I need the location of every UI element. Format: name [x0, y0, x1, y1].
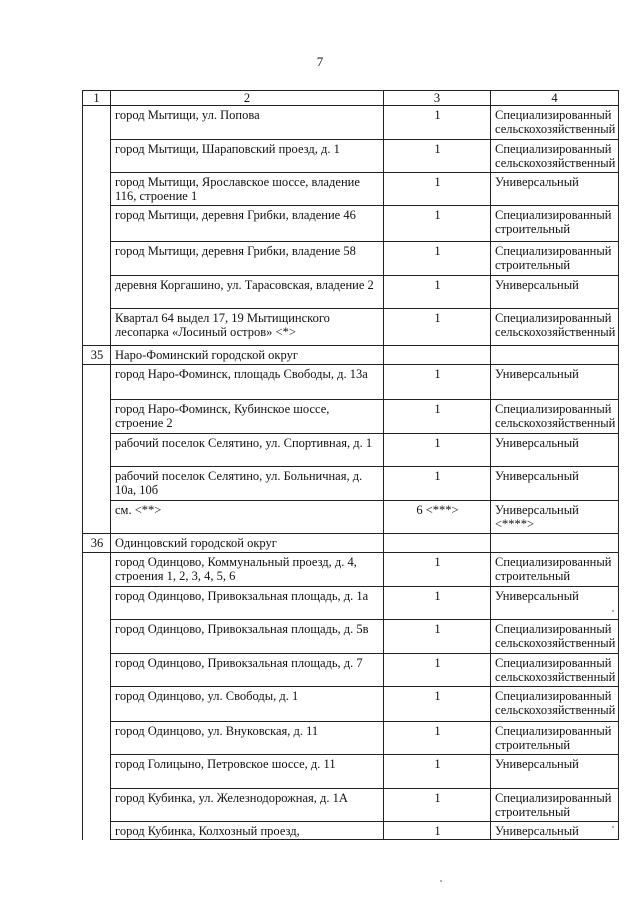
- market-type-cell: Универсальный: [491, 587, 619, 620]
- scan-artifact: [612, 826, 614, 828]
- market-type-cell: Специализированный сельскохозяйственный: [491, 620, 619, 654]
- address-cell: город Одинцово, ул. Свободы, д. 1: [111, 687, 384, 722]
- address-cell: город Одинцово, ул. Внуковская, д. 11: [111, 722, 384, 755]
- market-type-cell: Специализированный сельскохозяйственный: [491, 400, 619, 434]
- market-type-cell: Универсальный: [491, 276, 619, 309]
- row-number-cell: [83, 687, 111, 722]
- quantity-cell: [384, 534, 491, 553]
- quantity-cell: 1: [384, 789, 491, 822]
- header-cell-4: 4: [491, 91, 619, 106]
- row-number-cell: [83, 309, 111, 346]
- table-row: [83, 755, 619, 789]
- table-row: [83, 501, 619, 534]
- table-row: [83, 206, 619, 242]
- table-header-row: [83, 91, 619, 106]
- market-type-cell: Универсальный: [491, 434, 619, 467]
- quantity-cell: 6 <***>: [384, 501, 491, 534]
- row-number-cell: [83, 587, 111, 620]
- table-row: [83, 620, 619, 654]
- row-number-cell: [83, 755, 111, 789]
- row-number-cell: [83, 173, 111, 206]
- quantity-cell: 1: [384, 687, 491, 722]
- market-type-cell: Специализированный строительный: [491, 553, 619, 587]
- page-number: 7: [316, 54, 324, 69]
- table-row: [83, 173, 619, 206]
- table-row: [83, 365, 619, 400]
- quantity-cell: 1: [384, 722, 491, 755]
- row-number-cell: [83, 140, 111, 173]
- quantity-cell: 1: [384, 242, 491, 276]
- row-number-cell: [83, 553, 111, 587]
- market-type-cell: Универсальный: [491, 822, 619, 840]
- address-cell: город Мытищи, деревня Грибки, владение 58: [111, 242, 384, 276]
- address-cell: город Мытищи, Ярославское шоссе, владение 116, строение 1: [111, 173, 384, 206]
- quantity-cell: 1: [384, 755, 491, 789]
- table-row: [83, 467, 619, 501]
- quantity-cell: 1: [384, 467, 491, 501]
- market-type-cell: [491, 346, 619, 365]
- row-number-cell: [83, 400, 111, 434]
- address-cell: город Мытищи, ул. Попова: [111, 106, 384, 140]
- row-number-cell: 35: [83, 346, 111, 365]
- address-cell: город Мытищи, деревня Грибки, владение 46: [111, 206, 384, 242]
- quantity-cell: 1: [384, 173, 491, 206]
- market-type-cell: Специализированный сельскохозяйственный: [491, 654, 619, 687]
- row-number-cell: [83, 434, 111, 467]
- address-cell: рабочий поселок Селятино, ул. Спортивная, д. 1: [111, 434, 384, 467]
- scan-artifact: [612, 610, 614, 612]
- table-row: [83, 587, 619, 620]
- row-number-cell: [83, 789, 111, 822]
- market-type-cell: Универсальный: [491, 755, 619, 789]
- address-cell: город Одинцово, Привокзальная площадь, д. 7: [111, 654, 384, 687]
- market-type-cell: Специализированный строительный: [491, 242, 619, 276]
- row-number-cell: 36: [83, 534, 111, 553]
- address-cell: Одинцовский городской округ: [111, 534, 384, 553]
- quantity-cell: 1: [384, 106, 491, 140]
- address-cell: см. <**>: [111, 501, 384, 534]
- address-cell: город Наро-Фоминск, Кубинское шоссе, строение 2: [111, 400, 384, 434]
- row-number-cell: [83, 206, 111, 242]
- quantity-cell: 1: [384, 400, 491, 434]
- address-cell: деревня Коргашино, ул. Тарасовская, владение 2: [111, 276, 384, 309]
- table-row: [83, 654, 619, 687]
- table-row: [83, 309, 619, 346]
- address-cell: рабочий поселок Селятино, ул. Больничная, д. 10а, 10б: [111, 467, 384, 501]
- market-type-cell: Специализированный сельскохозяйственный: [491, 106, 619, 140]
- address-cell: город Одинцово, Привокзальная площадь, д. 1а: [111, 587, 384, 620]
- header-cell-2: 2: [111, 91, 384, 106]
- quantity-cell: 1: [384, 620, 491, 654]
- row-number-cell: [83, 242, 111, 276]
- row-number-cell: [83, 106, 111, 140]
- table-row: [83, 722, 619, 755]
- market-type-cell: Универсальный: [491, 173, 619, 206]
- table-row: [83, 140, 619, 173]
- quantity-cell: 1: [384, 434, 491, 467]
- market-type-cell: Специализированный строительный: [491, 722, 619, 755]
- header-cell-3: 3: [384, 91, 491, 106]
- address-cell: город Одинцово, Коммунальный проезд, д. 4, строения 1, 2, 3, 4, 5, 6: [111, 553, 384, 587]
- table-row: [83, 400, 619, 434]
- address-cell: город Мытищи, Шараповский проезд, д. 1: [111, 140, 384, 173]
- row-number-cell: [83, 501, 111, 534]
- scan-artifact: [440, 880, 442, 882]
- table-row: [83, 687, 619, 722]
- markets-table: [82, 90, 619, 840]
- address-cell: Наро-Фоминский городской округ: [111, 346, 384, 365]
- address-cell: город Наро-Фоминск, площадь Свободы, д. 13а: [111, 365, 384, 400]
- market-type-cell: Специализированный строительный: [491, 206, 619, 242]
- table-row: [83, 276, 619, 309]
- row-number-cell: [83, 722, 111, 755]
- header-cell-1: 1: [83, 91, 111, 106]
- table-row: [83, 822, 619, 840]
- table-row: [83, 553, 619, 587]
- table-row: [83, 789, 619, 822]
- table-row: [83, 346, 619, 365]
- table-row: [83, 242, 619, 276]
- address-cell: город Кубинка, ул. Железнодорожная, д. 1А: [111, 789, 384, 822]
- row-number-cell: [83, 620, 111, 654]
- row-number-cell: [83, 276, 111, 309]
- quantity-cell: 1: [384, 276, 491, 309]
- quantity-cell: 1: [384, 654, 491, 687]
- address-cell: город Кубинка, Колхозный проезд,: [111, 822, 384, 840]
- quantity-cell: [384, 346, 491, 365]
- market-type-cell: Универсальный: [491, 365, 619, 400]
- quantity-cell: 1: [384, 822, 491, 840]
- quantity-cell: 1: [384, 587, 491, 620]
- quantity-cell: 1: [384, 365, 491, 400]
- address-cell: Квартал 64 выдел 17, 19 Мытищинского лесопарка «Лосиный остров» <*>: [111, 309, 384, 346]
- quantity-cell: 1: [384, 309, 491, 346]
- row-number-cell: [83, 365, 111, 400]
- quantity-cell: 1: [384, 140, 491, 173]
- market-type-cell: Специализированный сельскохозяйственный: [491, 140, 619, 173]
- market-type-cell: Специализированный сельскохозяйственный: [491, 309, 619, 346]
- row-number-cell: [83, 467, 111, 501]
- market-type-cell: Универсальный: [491, 467, 619, 501]
- market-type-cell: Специализированный сельскохозяйственный: [491, 687, 619, 722]
- table-row: [83, 106, 619, 140]
- table-row: [83, 534, 619, 553]
- quantity-cell: 1: [384, 553, 491, 587]
- address-cell: город Одинцово, Привокзальная площадь, д. 5в: [111, 620, 384, 654]
- address-cell: город Голицыно, Петровское шоссе, д. 11: [111, 755, 384, 789]
- row-number-cell: [83, 822, 111, 840]
- quantity-cell: 1: [384, 206, 491, 242]
- market-type-cell: Универсальный <****>: [491, 501, 619, 534]
- market-type-cell: Специализированный строительный: [491, 789, 619, 822]
- market-type-cell: [491, 534, 619, 553]
- row-number-cell: [83, 654, 111, 687]
- table-body: [83, 91, 619, 840]
- table-row: [83, 434, 619, 467]
